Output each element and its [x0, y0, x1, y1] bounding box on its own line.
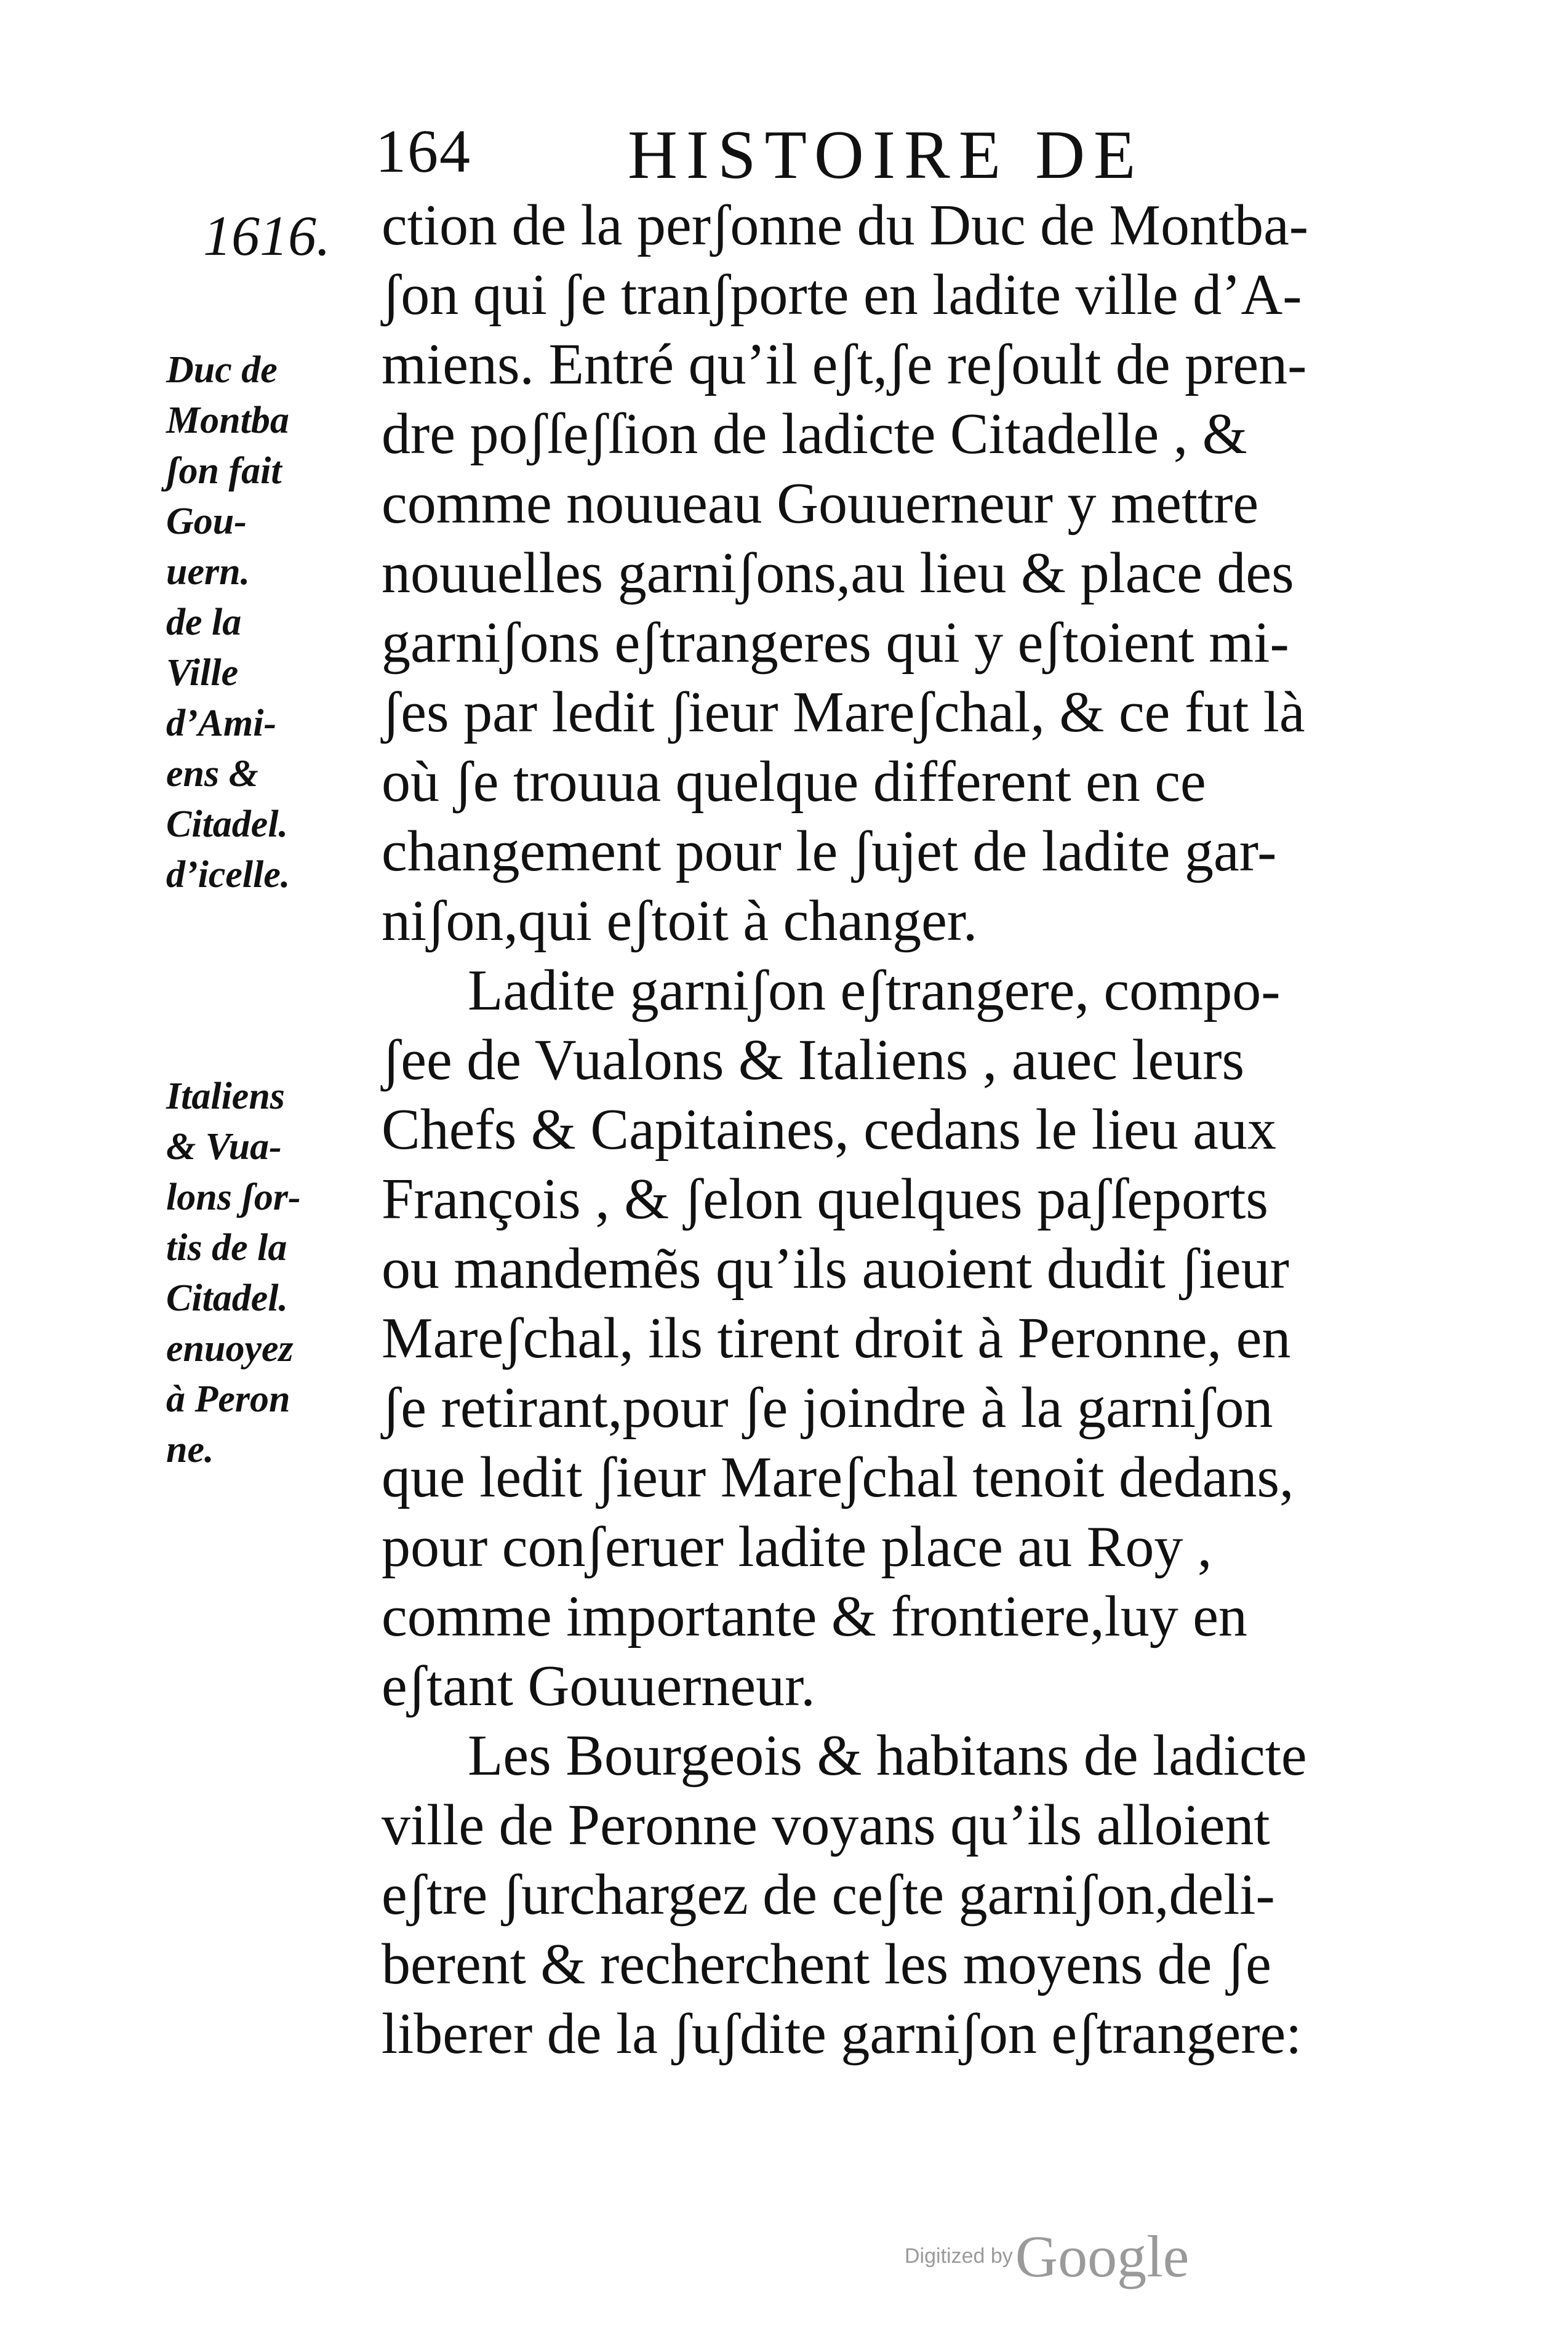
margin-note-line: lons ʃor-: [166, 1176, 301, 1218]
running-title: HISTOIRE DE: [628, 117, 1145, 193]
margin-note-line: d’Ami-: [166, 702, 277, 744]
body-line: garniʃons eʃtrangeres qui y eʃtoient mi-: [382, 611, 1289, 675]
body-line: ʃon qui ʃe tranʃporte en ladite ville d’A-: [382, 263, 1302, 327]
body-line: Chefs & Capitaines, cedans le lieu aux: [382, 1098, 1276, 1162]
body-line: Ladite garniʃon eʃtrangere, compo-: [468, 958, 1281, 1022]
body-line: berent & recherchent les moyens de ʃe: [382, 1932, 1271, 1996]
margin-year: 1616.: [203, 204, 330, 267]
body-line: eʃtant Gouuerneur.: [382, 1654, 815, 1718]
body-line: nouuelles garniʃons,au lieu & place des: [382, 541, 1294, 605]
margin-note-line: ne.: [166, 1429, 214, 1471]
margin-note-line: ens &: [166, 753, 258, 795]
body-line: pour conʃeruer ladite place au Roy ,: [382, 1515, 1212, 1579]
margin-note-line: Gou-: [166, 500, 247, 542]
body-line: ction de la perʃonne du Duc de Montba-: [382, 193, 1309, 257]
margin-note-line: ʃon fait: [166, 450, 282, 492]
margin-note-line: Citadel.: [166, 1277, 289, 1319]
body-line: niʃon,qui eʃtoit à changer.: [382, 889, 978, 953]
watermark-prefix: Digitized by: [905, 2244, 1013, 2268]
margin-note-line: & Vua-: [166, 1126, 282, 1168]
body-line: eʃtre ʃurchargez de ceʃte garniʃon,deli-: [382, 1863, 1275, 1927]
body-line: comme importante & frontiere,luy en: [382, 1584, 1247, 1648]
body-line: ʃe retirant,pour ʃe joindre à la garniʃon: [382, 1376, 1273, 1440]
body-line: que ledit ʃieur Mareʃchal tenoit dedans,: [382, 1445, 1294, 1509]
margin-note-line: Duc de: [166, 349, 278, 391]
body-line: où ʃe trouua quelque different en ce: [382, 750, 1206, 814]
body-line: comme nouueau Gouuerneur y mettre: [382, 472, 1259, 536]
body-text: [382, 191, 1415, 2069]
body-line: ʃes par ledit ʃieur Mareʃchal, & ce fut là: [382, 680, 1305, 744]
body-line: ou mandemẽs qu’ils auoient dudit ʃieur: [382, 1237, 1289, 1301]
margin-note-line: à Peron: [166, 1378, 290, 1420]
margin-note-line: de la: [166, 601, 242, 643]
body-line: Mareʃchal, ils tirent droit à Peronne, en: [382, 1306, 1291, 1370]
margin-note-line: uern.: [166, 551, 250, 593]
body-line: François , & ʃelon quelques paʃſeports: [382, 1167, 1268, 1231]
google-logo: Google: [1015, 2223, 1190, 2289]
margin-note: [166, 345, 369, 900]
body-line: Les Bourgeois & habitans de ladicte: [468, 1724, 1307, 1788]
margin-note-line: Italiens: [166, 1075, 285, 1117]
margin-note-line: Ville: [166, 652, 239, 694]
body-line: dre poʃſeʃſion de ladicte Citadelle , &: [382, 402, 1247, 466]
margin-note-line: Montba: [166, 400, 289, 441]
margin-note-line: enuoyez: [166, 1328, 294, 1370]
body-line: changement pour le ʃujet de ladite gar-: [382, 819, 1277, 883]
body-line: ville de Peronne voyans qu’ils alloient: [382, 1793, 1270, 1857]
page-number: 164: [375, 117, 471, 185]
margin-note: [166, 1071, 369, 1475]
body-line: ʃee de Vualons & Italiens , auec leurs: [382, 1028, 1245, 1092]
margin-note-line: d’icelle.: [166, 854, 290, 896]
digitized-watermark: [905, 2222, 1189, 2291]
body-line: miens. Entré qu’il eʃt,ʃe reʃoult de pren-: [382, 332, 1307, 396]
body-line: liberer de la ʃuʃdite garniʃon eʃtrangere:: [382, 2002, 1302, 2066]
margin-note-line: Citadel.: [166, 803, 289, 845]
margin-note-line: tis de la: [166, 1227, 287, 1269]
